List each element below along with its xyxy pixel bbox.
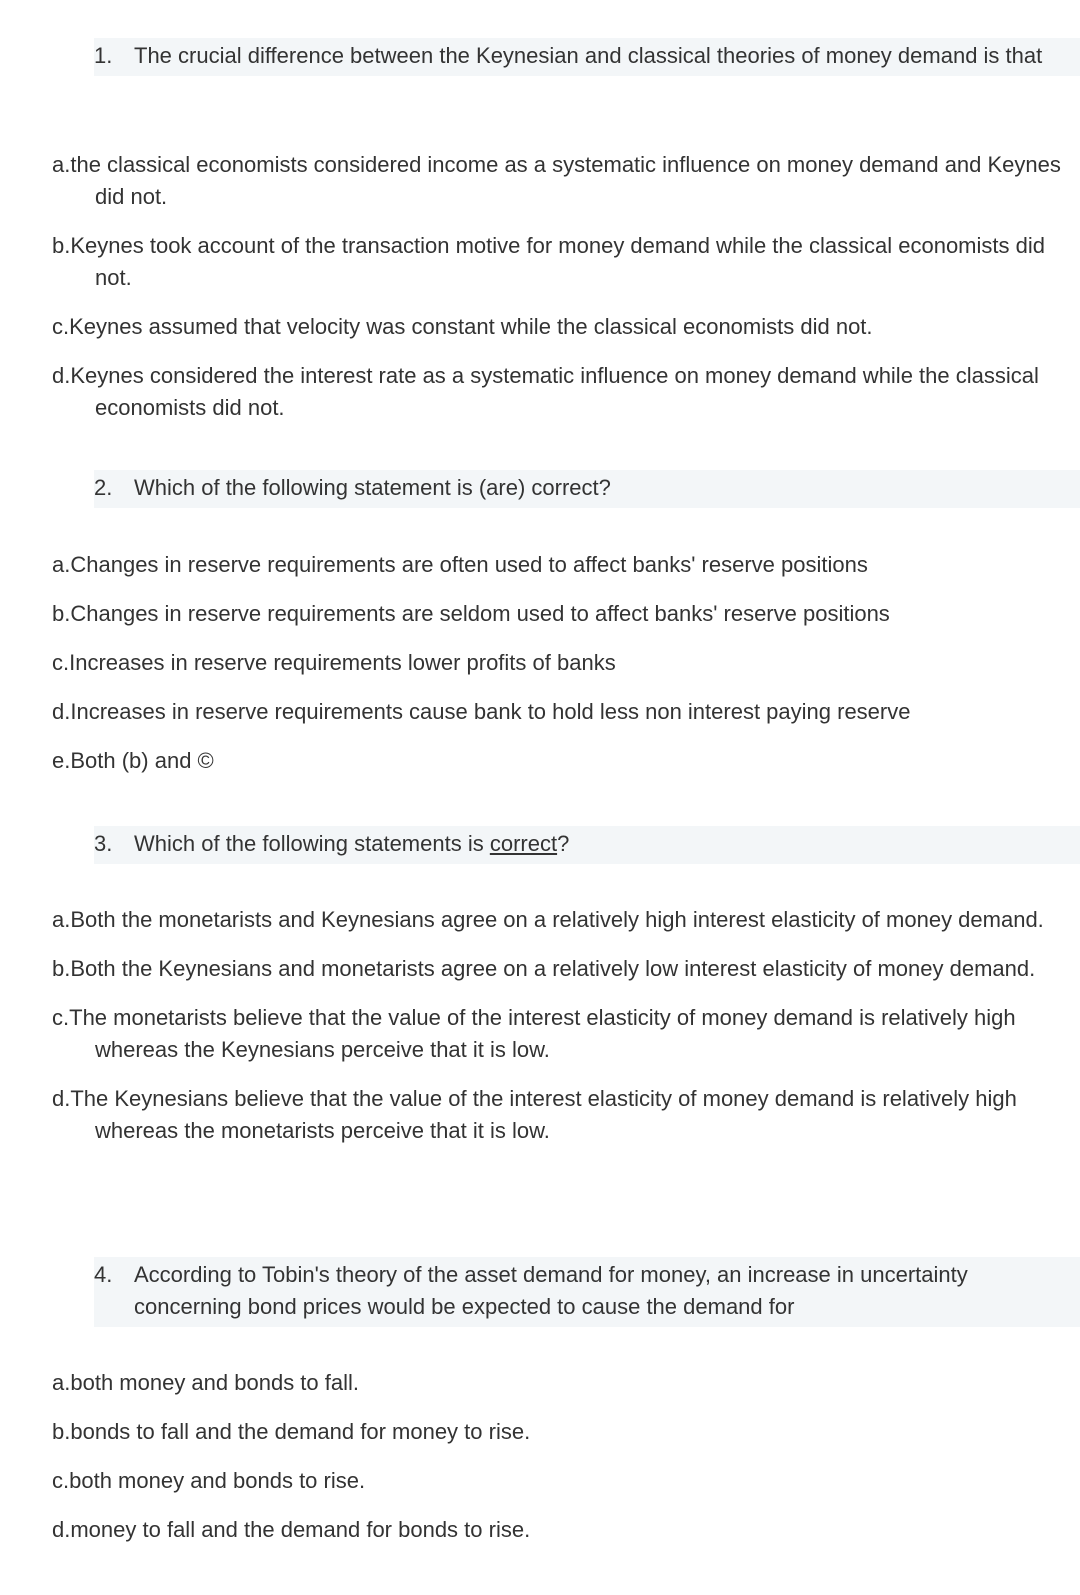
option-b bbox=[52, 953, 1062, 985]
option-text: Changes in reserve requirements are seldom used to affect banks' reserve positions bbox=[70, 601, 890, 626]
option-text: Keynes assumed that velocity was constant while the classical economists did not. bbox=[69, 314, 873, 339]
option-text: Keynes considered the interest rate as a systematic influence on money demand while the classical economists did not. bbox=[70, 363, 1039, 420]
option-letter: a. bbox=[52, 152, 71, 177]
question-text: Which of the following statement is (are) correct? bbox=[134, 475, 611, 500]
question-text-end: ? bbox=[557, 831, 570, 856]
option-letter: c. bbox=[52, 1005, 70, 1030]
option-text: both money and bonds to rise. bbox=[69, 1468, 366, 1493]
option-letter: b. bbox=[52, 956, 71, 981]
question-text-underlined: correct bbox=[489, 831, 558, 856]
option-text: both money and bonds to fall. bbox=[70, 1370, 360, 1395]
option-b bbox=[52, 230, 1062, 294]
question-text-start: Which of the following statements is bbox=[134, 831, 490, 856]
option-letter: c. bbox=[52, 314, 70, 339]
option-letter: b. bbox=[52, 1419, 71, 1444]
question-2 bbox=[94, 470, 1080, 508]
question-text bbox=[134, 828, 1080, 860]
option-a bbox=[52, 549, 1062, 581]
option-letter: a. bbox=[52, 907, 71, 932]
option-letter: d. bbox=[52, 363, 71, 388]
option-letter: c. bbox=[52, 650, 70, 675]
option-d bbox=[52, 1514, 1062, 1546]
question-3-options bbox=[52, 904, 1062, 1164]
question-1 bbox=[94, 38, 1080, 76]
question-4 bbox=[94, 1257, 1080, 1327]
option-text: Both (b) and © bbox=[70, 748, 214, 773]
option-letter: a. bbox=[52, 1370, 71, 1395]
option-c bbox=[52, 311, 1062, 343]
option-letter: d. bbox=[52, 699, 71, 724]
option-b bbox=[52, 1416, 1062, 1448]
question-number: 1. bbox=[94, 43, 113, 68]
option-letter: b. bbox=[52, 233, 71, 258]
option-text: Increases in reserve requirements lower profits of banks bbox=[69, 650, 616, 675]
option-c bbox=[52, 1465, 1062, 1497]
option-a bbox=[52, 904, 1062, 936]
option-letter: d. bbox=[52, 1517, 71, 1542]
question-3 bbox=[94, 826, 1080, 864]
question-number: 4. bbox=[94, 1262, 113, 1287]
question-4-options bbox=[52, 1367, 1062, 1563]
option-letter: e. bbox=[52, 748, 71, 773]
option-e bbox=[52, 745, 1062, 777]
option-text: Both the Keynesians and monetarists agree on a relatively low interest elasticity of money demand. bbox=[70, 956, 1036, 981]
question-number: 2. bbox=[94, 475, 113, 500]
question-text: The crucial difference between the Keynesian and classical theories of money demand is that bbox=[134, 43, 1043, 68]
option-text: the classical economists considered income as a systematic influence on money demand and Keynes did not. bbox=[70, 152, 1061, 209]
option-letter: c. bbox=[52, 1468, 70, 1493]
question-text: According to Tobin's theory of the asset demand for money, an increase in uncertainty concerning bond prices would be expected to cause the demand for bbox=[134, 1262, 968, 1319]
question-number: 3. bbox=[94, 831, 113, 856]
option-a bbox=[52, 1367, 1062, 1399]
option-text: The Keynesians believe that the value of the interest elasticity of money demand is relatively high whereas the monetarists perceive that it is low. bbox=[70, 1086, 1017, 1143]
option-text: Increases in reserve requirements cause bank to hold less non interest paying reserve bbox=[70, 699, 911, 724]
option-text: Both the monetarists and Keynesians agree on a relatively high interest elasticity of money demand. bbox=[70, 907, 1044, 932]
option-d bbox=[52, 1083, 1062, 1147]
question-2-options bbox=[52, 549, 1062, 794]
option-text: The monetarists believe that the value of the interest elasticity of money demand is relatively high whereas the Keynesians perceive that it is low. bbox=[69, 1005, 1016, 1062]
option-b bbox=[52, 598, 1062, 630]
option-text: money to fall and the demand for bonds to rise. bbox=[70, 1517, 531, 1542]
option-d bbox=[52, 360, 1062, 424]
question-1-options bbox=[52, 149, 1062, 441]
option-c bbox=[52, 1002, 1062, 1066]
option-text: bonds to fall and the demand for money to rise. bbox=[70, 1419, 531, 1444]
option-letter: b. bbox=[52, 601, 71, 626]
option-c bbox=[52, 647, 1062, 679]
option-a bbox=[52, 149, 1062, 213]
option-text: Changes in reserve requirements are often used to affect banks' reserve positions bbox=[70, 552, 868, 577]
option-text: Keynes took account of the transaction motive for money demand while the classical economists did not. bbox=[70, 233, 1045, 290]
option-d bbox=[52, 696, 1062, 728]
option-letter: d. bbox=[52, 1086, 71, 1111]
option-letter: a. bbox=[52, 552, 71, 577]
